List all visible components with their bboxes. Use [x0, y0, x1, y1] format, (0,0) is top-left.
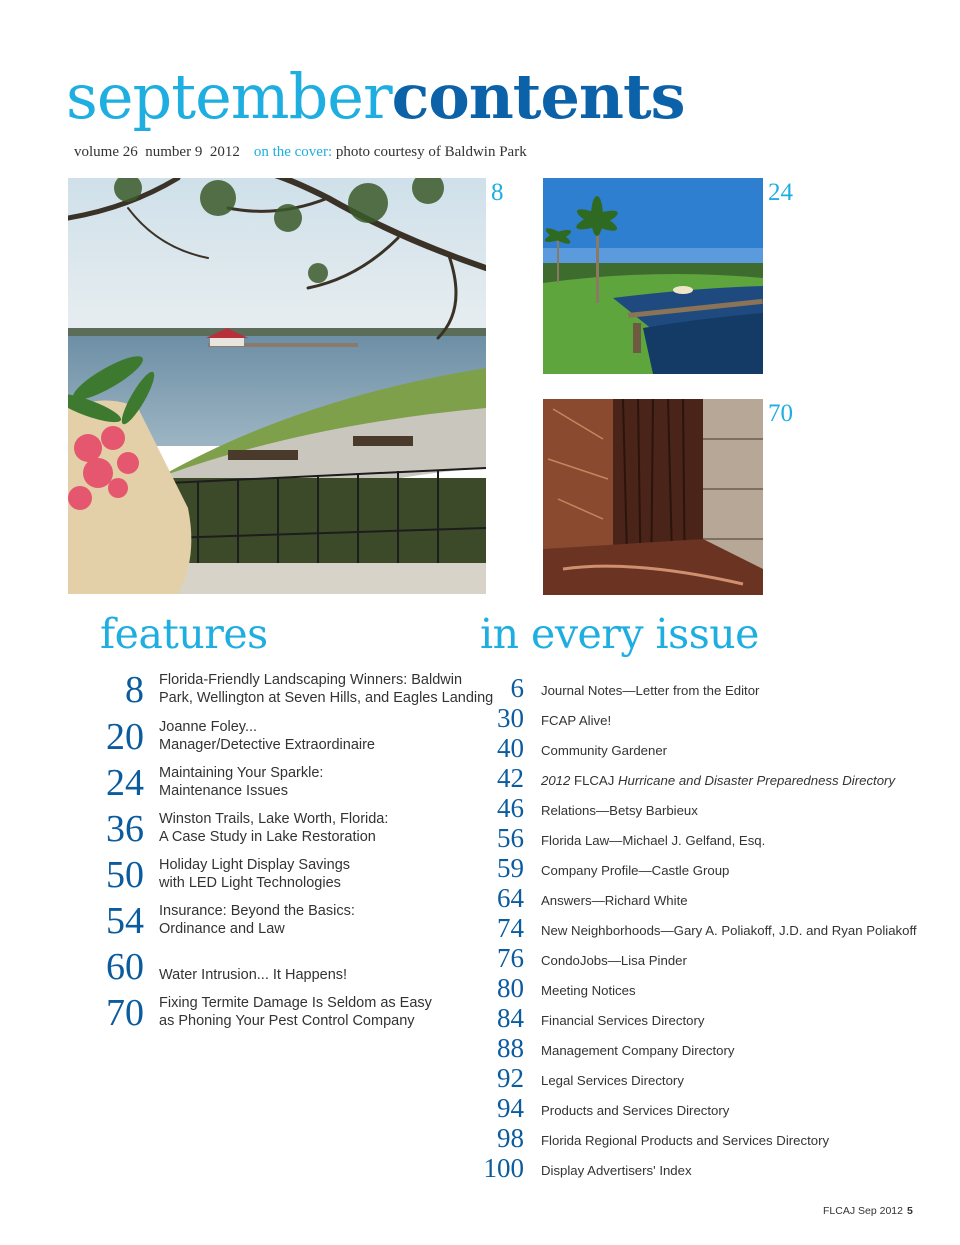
issue-page-number: 6 [510, 673, 524, 703]
issue-page-number: 94 [497, 1093, 524, 1123]
year-label: 2012 [209, 144, 240, 160]
issue-title: Display Advertisers' Index [541, 1163, 692, 1178]
issue-title: Meeting Notices [541, 983, 636, 998]
issue-title: Legal Services Directory [541, 1073, 684, 1088]
title-month: september [66, 60, 392, 133]
every-issue-heading: in every issue [480, 610, 759, 658]
issue-item[interactable] [478, 674, 918, 704]
issue-item[interactable] [478, 1094, 918, 1124]
issue-item[interactable] [478, 794, 918, 824]
issue-item[interactable] [478, 944, 918, 974]
issue-title: Florida Regional Products and Services Directory [541, 1133, 830, 1148]
issue-page-number: 76 [497, 943, 524, 973]
issue-page-number: 88 [497, 1033, 524, 1063]
feature-title: Fixing Termite Damage Is Seldom as Easy as Phoning Your Pest Control Company [159, 995, 432, 1029]
issue-title: Company Profile—Castle Group [541, 863, 730, 878]
issue-title: FCAP Alive! [541, 713, 612, 728]
feature-title: Maintaining Your Sparkle: Maintenance Issues [159, 765, 324, 799]
title-contents: contents [391, 60, 685, 133]
issue-page-number: 92 [497, 1063, 524, 1093]
issue-title: New Neighborhoods—Gary A. Poliakoff, J.D. and Ryan Poliakoff [541, 923, 917, 938]
feature-page-number: 70 [106, 992, 144, 1034]
issue-page-number: 42 [497, 763, 524, 793]
issue-page-number: 30 [497, 703, 524, 733]
issue-title: Florida Law—Michael J. Gelfand, Esq. [541, 833, 766, 848]
feature-item[interactable] [96, 986, 476, 1032]
photo-termite-damage [543, 399, 763, 595]
issue-item[interactable] [478, 824, 918, 854]
feature-page-number: 20 [106, 716, 144, 758]
feature-page-number: 54 [106, 900, 144, 942]
feature-page-number: 50 [106, 854, 144, 896]
feature-title: Joanne Foley... Manager/Detective Extraordinaire [159, 719, 375, 753]
issue-page-number: 46 [497, 793, 524, 823]
feature-item[interactable] [96, 710, 476, 756]
issue-page-number: 98 [497, 1123, 524, 1153]
feature-item[interactable] [96, 848, 476, 894]
issue-item[interactable] [478, 1004, 918, 1034]
feature-page-number: 24 [106, 762, 144, 804]
issue-page-number: 59 [497, 853, 524, 883]
issue-title: 2012 FLCAJ Hurricane and Disaster Preparedness Directory [541, 773, 896, 788]
issue-item[interactable] [478, 884, 918, 914]
feature-page-number: 36 [106, 808, 144, 850]
issue-page-number: 56 [497, 823, 524, 853]
page-number: 5 [906, 1205, 913, 1217]
issue-page-number: 100 [483, 1153, 524, 1183]
feature-title: Winston Trails, Lake Worth, Florida: A Case Study in Lake Restoration [159, 811, 389, 845]
feature-title: Holiday Light Display Savings with LED Light Technologies [159, 857, 351, 891]
issue-title: CondoJobs—Lisa Pinder [541, 953, 687, 968]
number-label: number 9 [145, 144, 203, 160]
issue-item[interactable] [478, 974, 918, 1004]
issue-item[interactable] [478, 764, 918, 794]
issue-item[interactable] [478, 914, 918, 944]
issue-page-number: 40 [497, 733, 524, 763]
issue-item[interactable] [478, 1034, 918, 1064]
issue-item[interactable] [478, 1124, 918, 1154]
issue-page-number: 74 [497, 913, 524, 943]
feature-page-number: 8 [125, 669, 144, 711]
feature-item[interactable] [96, 940, 476, 986]
cover-label: on the cover: [253, 144, 333, 160]
page-title [66, 60, 685, 134]
issue-page-number: 80 [497, 973, 524, 1003]
feature-item[interactable] [96, 756, 476, 802]
issue-info [74, 144, 527, 161]
issue-title: Answers—Richard White [541, 893, 688, 908]
issue-title: Products and Services Directory [541, 1103, 730, 1118]
feature-item[interactable] [96, 663, 494, 711]
issue-item[interactable] [478, 1154, 918, 1184]
feature-title: Insurance: Beyond the Basics: Ordinance and Law [159, 903, 355, 937]
volume-label: volume 26 [74, 144, 138, 160]
features-heading: features [100, 610, 268, 658]
issue-title: Journal Notes—Letter from the Editor [541, 683, 760, 698]
publication-label: FLCAJ Sep 2012 [823, 1205, 903, 1217]
issue-item[interactable] [478, 854, 918, 884]
photo-lakeside-park [68, 178, 486, 594]
issue-item[interactable] [478, 734, 918, 764]
photo-page-number: 70 [768, 400, 793, 427]
issue-title: Management Company Directory [541, 1043, 735, 1058]
issue-title: Financial Services Directory [541, 1013, 705, 1028]
issue-title: Community Gardener [541, 743, 668, 758]
issue-item[interactable] [478, 704, 918, 734]
feature-page-number: 60 [106, 946, 144, 988]
issue-page-number: 64 [497, 883, 524, 913]
issue-item[interactable] [478, 1064, 918, 1094]
feature-title: Florida-Friendly Landscaping Winners: Baldwin Park, Wellington at Seven Hills, and Eagles Landing [159, 672, 494, 706]
feature-item[interactable] [96, 802, 476, 848]
cover-credit: photo courtesy of Baldwin Park [335, 144, 527, 160]
photo-page-number: 8 [491, 179, 504, 206]
feature-title: Water Intrusion... It Happens! [159, 967, 348, 983]
photo-golf-course [543, 178, 763, 374]
page-folio [823, 1205, 913, 1217]
issue-page-number: 84 [497, 1003, 524, 1033]
issue-title: Relations—Betsy Barbieux [541, 803, 698, 818]
feature-item[interactable] [96, 894, 476, 940]
photo-page-number: 24 [768, 179, 793, 206]
